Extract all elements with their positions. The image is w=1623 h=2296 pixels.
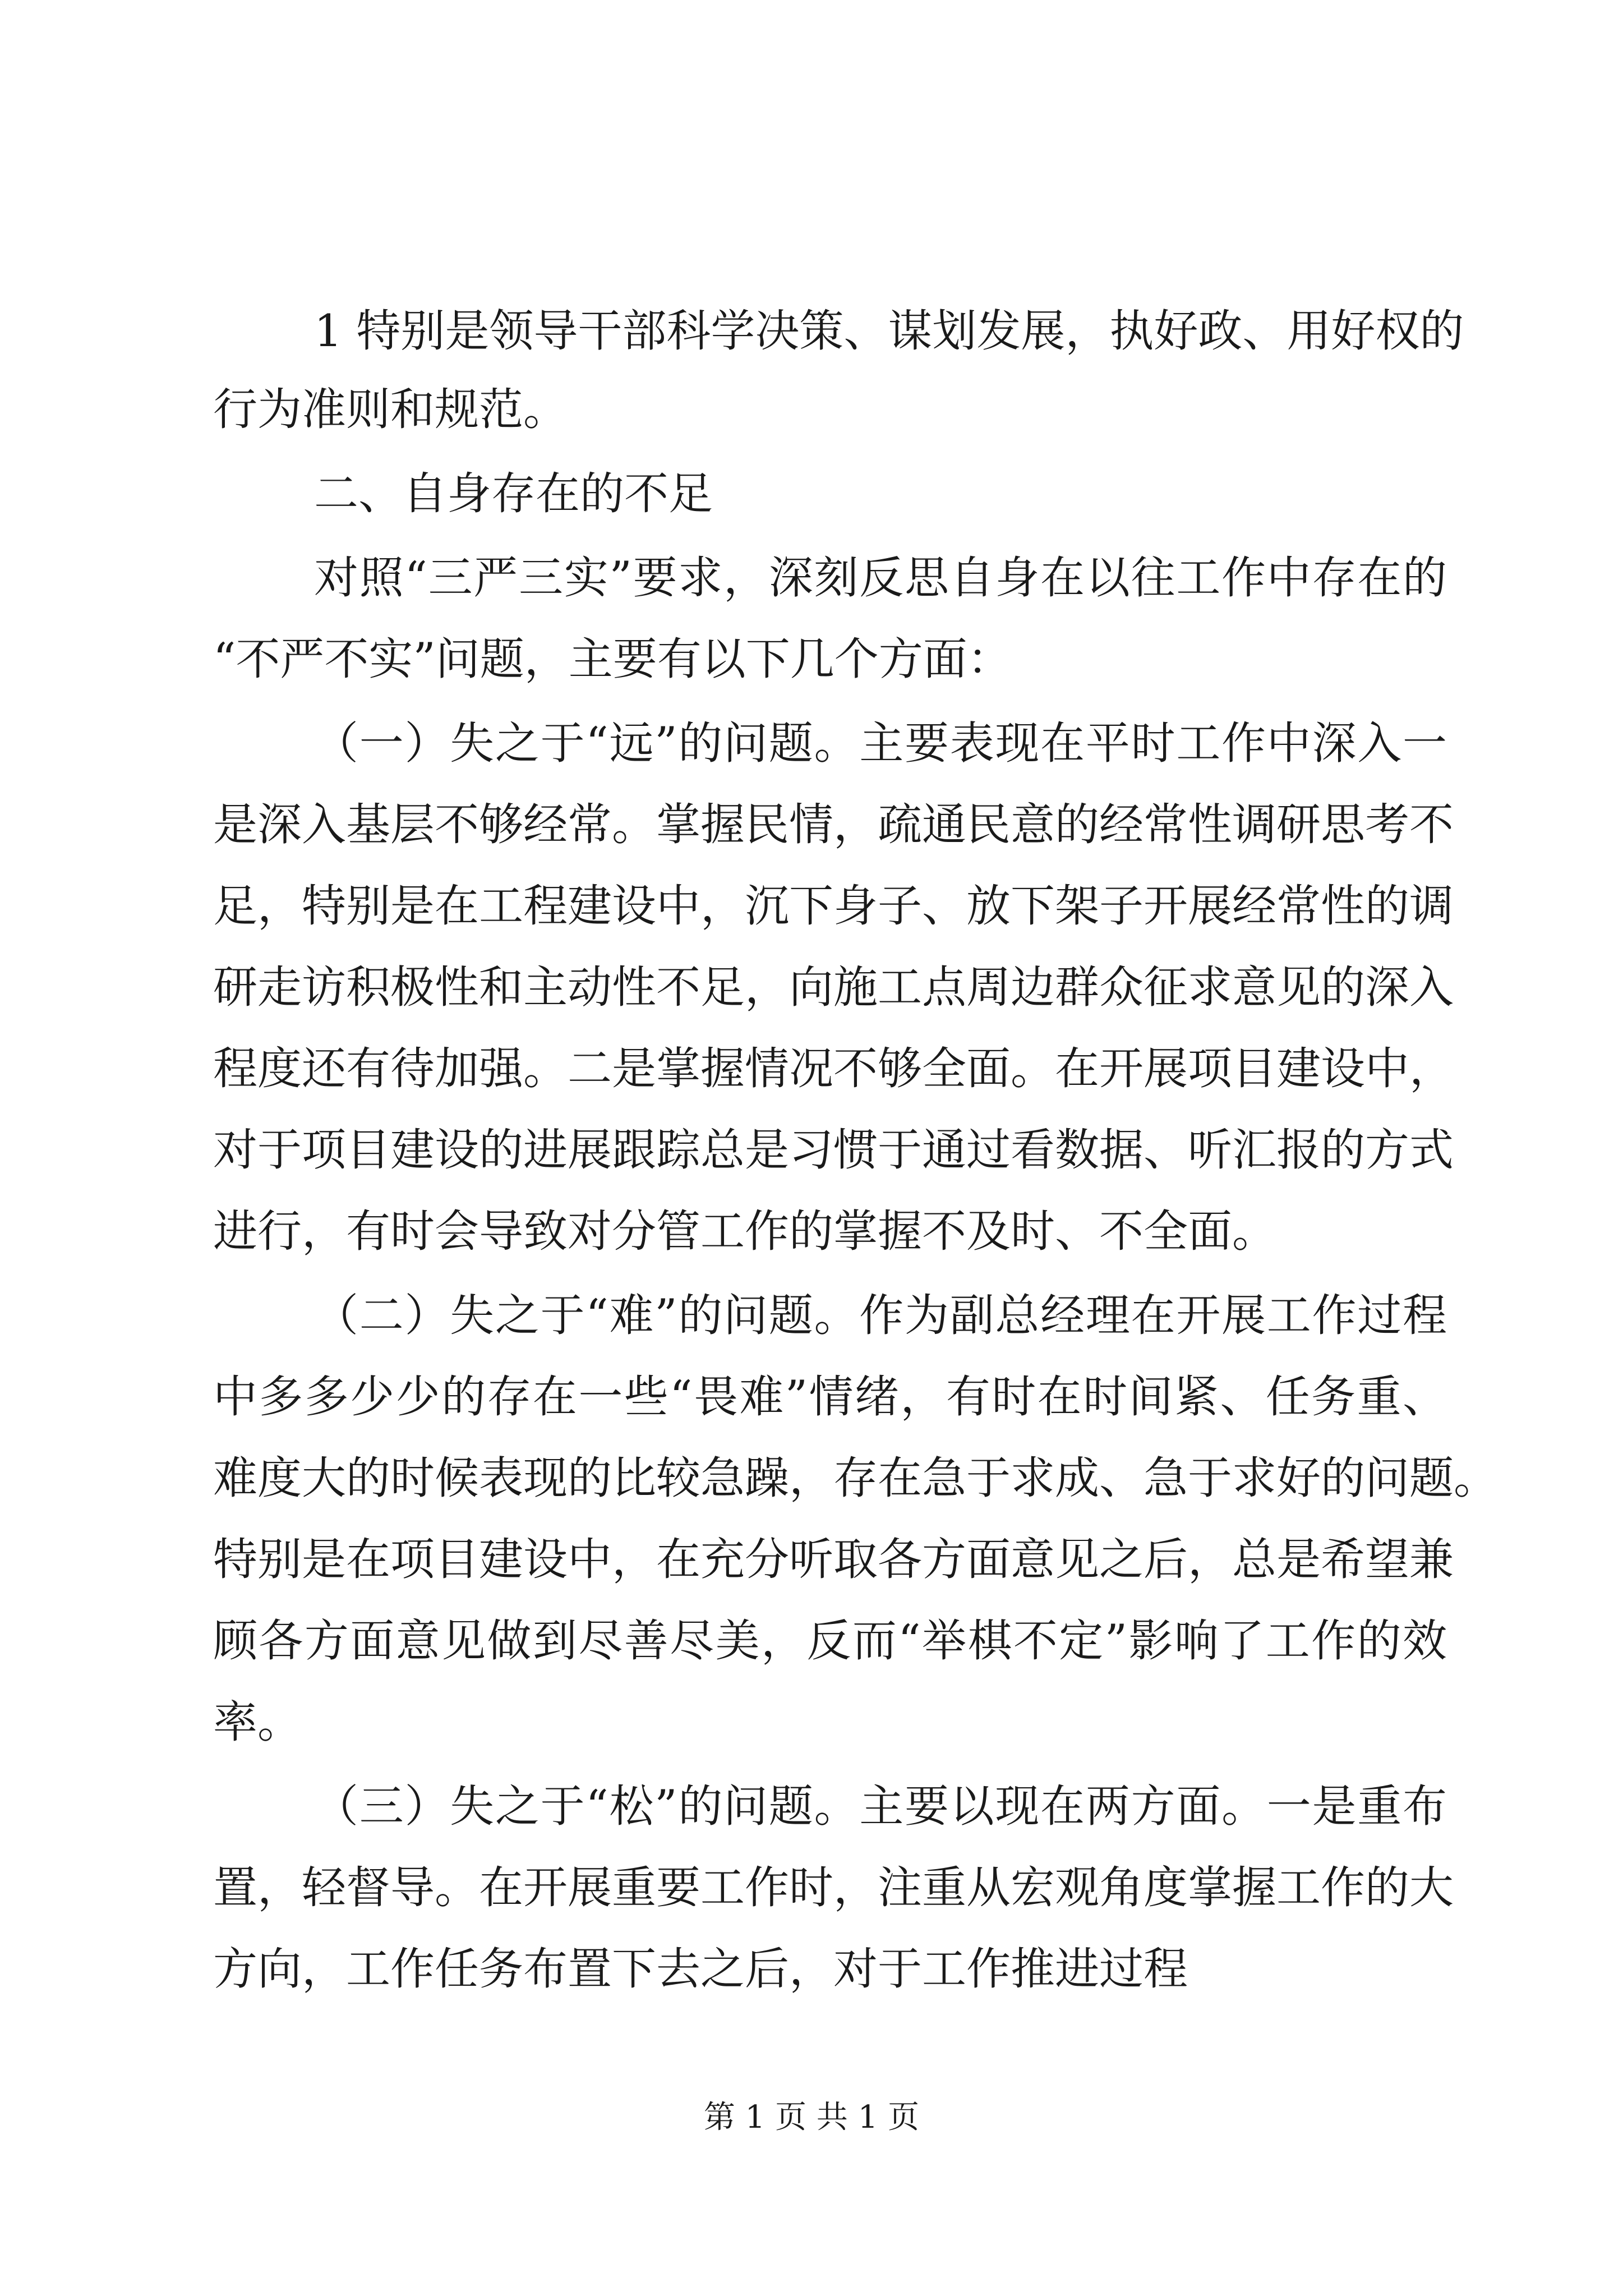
paragraph-line: 特别是在项目建设中，在充分听取各方面意见之后，总是希望兼 bbox=[213, 1534, 1454, 1585]
paragraph-line: 顾各方面意见做到尽善尽美，反而“举棋不定”影响了工作的效 bbox=[213, 1615, 1447, 1667]
paragraph-line: 1 特别是领导干部科学决策、谋划发展，执好政、用好权的 bbox=[314, 305, 1464, 357]
paragraph-line: （三）失之于“松”的问题。主要以现在两方面。一是重布 bbox=[314, 1780, 1447, 1832]
paragraph-line: 率。 bbox=[213, 1696, 302, 1748]
page-footer: 第 1 页 共 1 页 bbox=[703, 2099, 920, 2136]
paragraph-line: “不严不实”问题，主要有以下几个方面： bbox=[213, 633, 1012, 685]
paragraph-line: 对照“三严三实”要求，深刻反思自身在以往工作中存在的 bbox=[314, 552, 1447, 604]
paragraph-line: 方向，工作任务布置下去之后，对于工作推进过程 bbox=[213, 1943, 1188, 1995]
paragraph-line: 中多多少少的存在一些“畏难”情绪，有时在时间紧、任务重、 bbox=[213, 1371, 1447, 1423]
paragraph-line: 足，特别是在工程建设中，沉下身子、放下架子开展经常性的调 bbox=[213, 880, 1454, 932]
paragraph-line: 研走访积极性和主动性不足，向施工点周边群众征求意见的深入 bbox=[213, 961, 1454, 1013]
paragraph-line: 进行，有时会导致对分管工作的掌握不及时、不全面。 bbox=[213, 1205, 1276, 1257]
paragraph-line: 难度大的时候表现的比较急躁，存在急于求成、急于求好的问题。 bbox=[213, 1452, 1498, 1504]
section-heading: 二、自身存在的不足 bbox=[314, 468, 713, 519]
paragraph-line: 程度还有待加强。二是掌握情况不够全面。在开展项目建设中， bbox=[213, 1043, 1454, 1094]
paragraph-line: 置，轻督导。在开展重要工作时，注重从宏观角度掌握工作的大 bbox=[213, 1862, 1454, 1913]
paragraph-line: 行为准则和规范。 bbox=[213, 384, 568, 435]
paragraph-line: （一）失之于“远”的问题。主要表现在平时工作中深入一 bbox=[314, 717, 1447, 769]
paragraph-line: （二）失之于“难”的问题。作为副总经理在开展工作过程 bbox=[314, 1290, 1447, 1341]
paragraph-line: 对于项目建设的进展跟踪总是习惯于通过看数据、听汇报的方式 bbox=[213, 1124, 1454, 1176]
paragraph-line: 是深入基层不够经常。掌握民情，疏通民意的经常性调研思考不 bbox=[213, 799, 1454, 850]
